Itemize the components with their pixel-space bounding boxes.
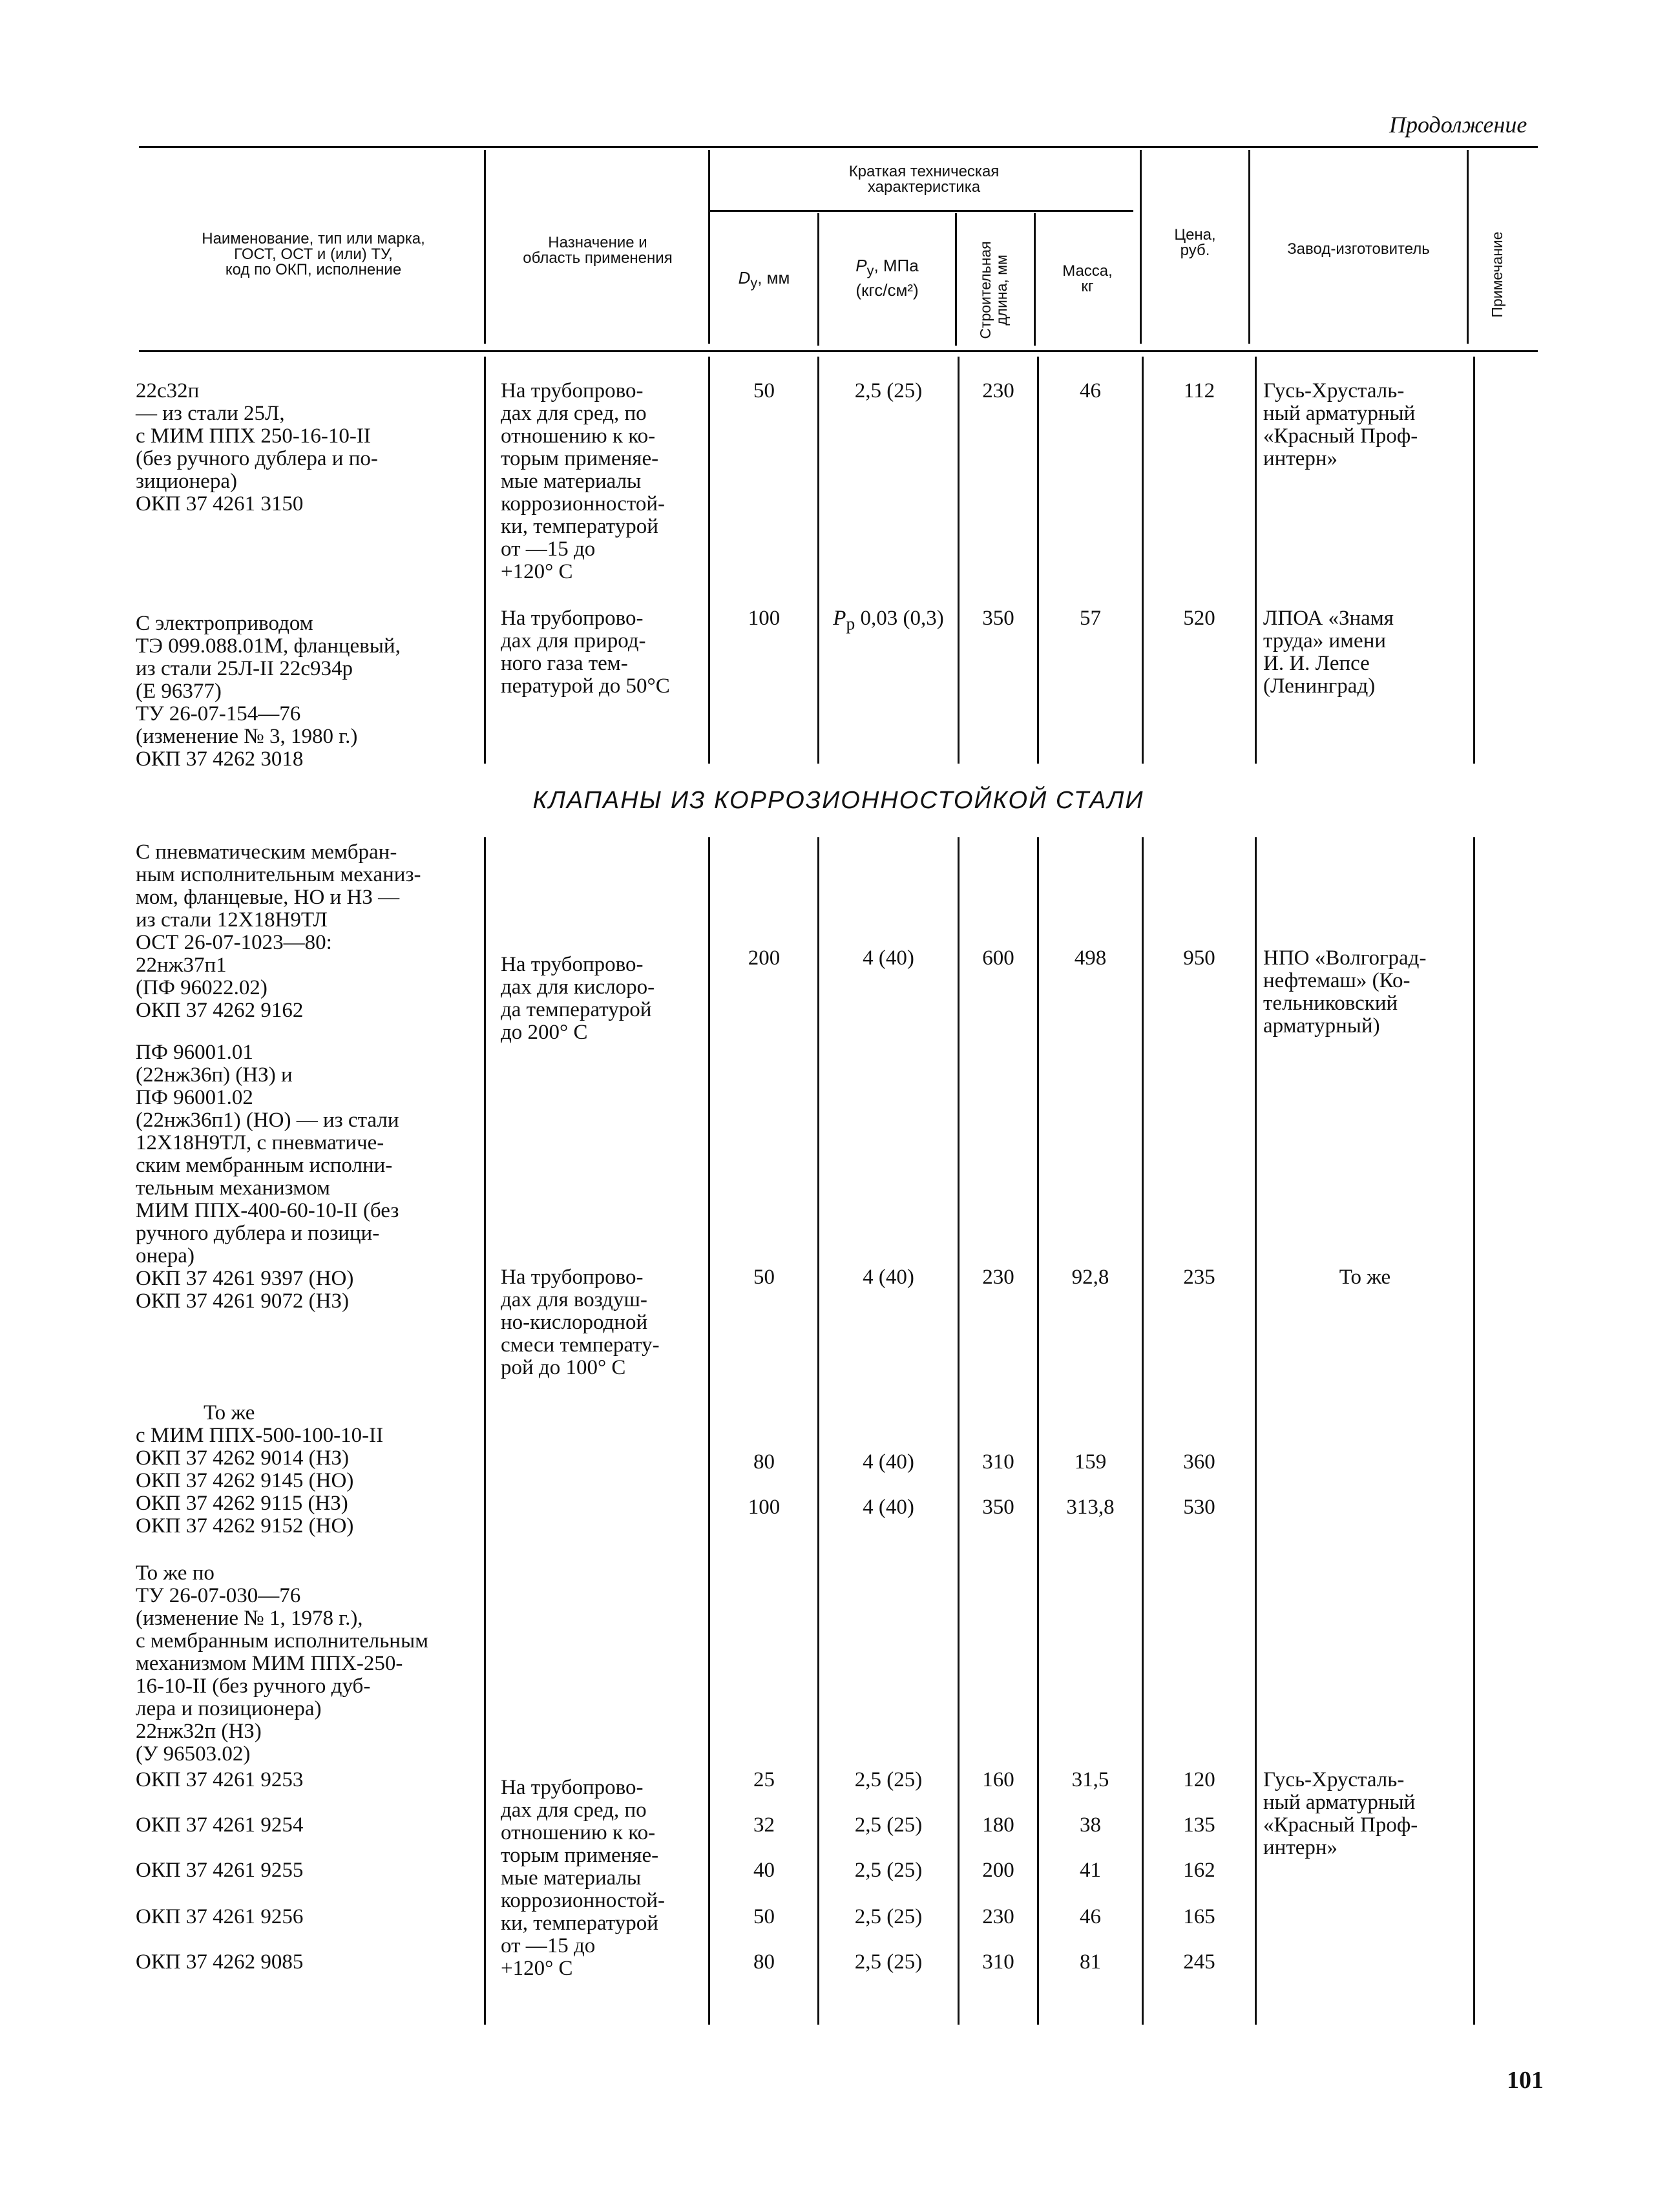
cell-dy: 25: [753, 1768, 775, 1791]
item-name: ПФ 96001.01 (22нж36п) (НЗ) и ПФ 96001.02 (22нж36п1) (НО) — из стали 12Х18Н9ТЛ, с пневматиче- ским мембранным исполни- тельным механизмом МИМ ППХ-400-60-10-II (без ручного дублера и позици- онера) ОКП 37 4261 9397 (НО) ОКП 37 4261 9072 (НЗ): [136, 1041, 399, 1313]
cell-py: 4 (40): [863, 946, 914, 970]
body-col-rule: [1473, 837, 1475, 2025]
item-okp: ОКП 37 4261 9255: [136, 1859, 304, 1882]
cell-mass: 31,5: [1071, 1768, 1109, 1791]
body-col-rule: [484, 357, 486, 764]
cell-dy: 100: [748, 1496, 781, 1519]
cell-mass: 313,8: [1066, 1496, 1115, 1519]
item-name: С электроприводом ТЭ 099.088.01М, фланцевый, из стали 25Л-II 22с934р (Е 96377) ТУ 26-07-154—76 (изменение № 3, 1980 г.) ОКП 37 4262 3018: [136, 612, 401, 771]
cell-length: 230: [982, 1905, 1014, 1928]
cell-dy: 100: [748, 607, 781, 630]
cell-length: 180: [982, 1813, 1014, 1837]
cell-dy: 40: [753, 1859, 775, 1882]
cell-price: 245: [1183, 1950, 1215, 1974]
cell-length: 230: [982, 1266, 1014, 1289]
item-name: с МИМ ППХ-500-100-10-II ОКП 37 4262 9014 (НЗ) ОКП 37 4262 9145 (НО) ОКП 37 4262 9115 (НЗ) ОКП 37 4262 9152 (НО): [136, 1424, 384, 1538]
item-maker: Гусь-Хрусталь- ный арматурный «Красный Проф- интерн»: [1263, 379, 1418, 470]
body-col-rule: [958, 837, 960, 2025]
body-col-rule: [958, 357, 960, 764]
cell-price: 520: [1183, 607, 1215, 630]
cell-py: 2,5 (25): [854, 379, 923, 402]
cell-mass: 81: [1080, 1950, 1101, 1974]
cell-price: 162: [1183, 1859, 1215, 1882]
header-col-divider: [955, 213, 957, 346]
body-col-rule: [1142, 837, 1144, 2025]
body-col-rule: [708, 837, 710, 2025]
cell-length: 350: [982, 607, 1014, 630]
cell-mass: 498: [1074, 946, 1107, 970]
section-heading: КЛАПАНЫ ИЗ КОРРОЗИОННОСТОЙКОЙ СТАЛИ: [532, 787, 1144, 814]
item-maker: То же: [1339, 1266, 1391, 1289]
header-top-rule: [139, 146, 1538, 148]
item-name: То же по ТУ 26-07-030—76 (изменение № 1, 1978 г.), с мембранным исполнительным механизмом МИМ ППХ-250- 16-10-II (без ручного дуб- лера и позиционера) 22нж32п (НЗ) (У 96503.02): [136, 1561, 428, 1766]
cell-dy: 50: [753, 1905, 775, 1928]
header-note: Примечание: [1489, 231, 1505, 318]
body-col-rule: [1142, 357, 1144, 764]
cell-py: 4 (40): [863, 1496, 914, 1519]
cell-price: 135: [1183, 1813, 1215, 1837]
cell-price: 950: [1183, 946, 1215, 970]
cell-mass: 41: [1080, 1859, 1101, 1882]
header-dy: $D_у$, мм: [738, 268, 790, 291]
cell-py: $P_р$ 0,03 (0,3): [833, 607, 944, 634]
header-py: $P_у$, МПа (кгс/см²): [855, 256, 919, 300]
cell-dy: 50: [753, 379, 775, 402]
item-name-title: То же: [204, 1401, 255, 1424]
cell-price: 120: [1183, 1768, 1215, 1791]
item-purpose: На трубопрово- дах для сред, по отношению к ко- торым применяе- мые материалы коррозионностой- ки, температурой от —15 до +120° С: [501, 1776, 665, 1980]
cell-mass: 46: [1080, 1905, 1101, 1928]
item-maker: Гусь-Хрусталь- ный арматурный «Красный Проф- интерн»: [1263, 1768, 1418, 1859]
cell-price: 530: [1183, 1496, 1215, 1519]
item-purpose: На трубопрово- дах для сред, по отношению к ко- торым применяе- мые материалы коррозионностой- ки, температурой от —15 до +120° С: [501, 379, 665, 583]
cell-mass: 38: [1080, 1813, 1101, 1837]
header-length: Строительная длина, мм: [977, 241, 1010, 339]
header-name: Наименование, тип или марка, ГОСТ, ОСТ и (или) ТУ, код по ОКП, исполнение: [202, 230, 425, 278]
cell-dy: 32: [753, 1813, 775, 1837]
cell-mass: 159: [1074, 1450, 1107, 1474]
cell-length: 600: [982, 946, 1014, 970]
cell-length: 310: [982, 1450, 1014, 1474]
header-col-divider: [708, 150, 710, 344]
header-mass: Масса, кг: [1062, 262, 1113, 295]
item-okp: ОКП 37 4261 9254: [136, 1813, 304, 1837]
item-okp: ОКП 37 4261 9256: [136, 1905, 304, 1928]
item-name: С пневматическим мембран- ным исполнительным механиз- мом, фланцевые, НО и НЗ — из стали 12Х18Н9ТЛ ОСТ 26-07-1023—80: 22нж37п1 (ПФ 96022.02) ОКП 37 4262 9162: [136, 840, 421, 1022]
cell-dy: 80: [753, 1950, 775, 1974]
header-bottom-rule: [139, 350, 1538, 352]
cell-py: 2,5 (25): [854, 1813, 923, 1837]
cell-dy: 50: [753, 1266, 775, 1289]
cell-length: 230: [982, 379, 1014, 402]
cell-length: 310: [982, 1950, 1014, 1974]
page-number: 101: [1507, 2067, 1544, 2094]
body-col-rule: [817, 357, 819, 764]
item-purpose: На трубопрово- дах для кислоро- да температурой до 200° С: [501, 953, 655, 1044]
cell-length: 350: [982, 1496, 1014, 1519]
cell-price: 360: [1183, 1450, 1215, 1474]
cell-py: 2,5 (25): [854, 1950, 923, 1974]
body-col-rule: [1037, 357, 1039, 764]
body-col-rule: [708, 357, 710, 764]
header-maker: Завод-изготовитель: [1287, 240, 1430, 258]
cell-dy: 200: [748, 946, 781, 970]
cell-price: 235: [1183, 1266, 1215, 1289]
continuation-label: Продолжение: [1389, 112, 1527, 138]
body-col-rule: [1255, 357, 1257, 764]
item-purpose: На трубопрово- дах для воздуш- но-кислородной смеси температу- рой до 100° С: [501, 1266, 660, 1379]
cell-py: 4 (40): [863, 1266, 914, 1289]
cell-py: 2,5 (25): [854, 1905, 923, 1928]
body-col-rule: [817, 837, 819, 2025]
body-col-rule: [1255, 837, 1257, 2025]
body-col-rule: [1473, 357, 1475, 764]
header-price: Цена, руб.: [1174, 226, 1216, 259]
cell-mass: 57: [1080, 607, 1101, 630]
cell-price: 165: [1183, 1905, 1215, 1928]
cell-length: 200: [982, 1859, 1014, 1882]
body-col-rule: [484, 837, 486, 2025]
cell-price: 112: [1183, 379, 1215, 402]
header-purpose: Назначение и область применения: [523, 234, 673, 267]
cell-length: 160: [982, 1768, 1014, 1791]
header-tech: Краткая техническая характеристика: [848, 163, 1000, 196]
header-col-divider: [1467, 150, 1469, 344]
body-col-rule: [1037, 837, 1039, 2025]
item-maker: ЛПОА «Знамя труда» имени И. И. Лепсе (Ленинград): [1263, 607, 1394, 698]
cell-mass: 92,8: [1071, 1266, 1109, 1289]
cell-dy: 80: [753, 1450, 775, 1474]
item-purpose: На трубопрово- дах для природ- ного газа тем- пературой до 50°С: [501, 607, 670, 698]
header-tech-rule: [709, 210, 1133, 212]
item-okp: ОКП 37 4262 9085: [136, 1950, 304, 1974]
item-name: 22с32п — из стали 25Л, с МИМ ППХ 250-16-10-II (без ручного дублера и по- зиционера) ОКП 37 4261 3150: [136, 379, 378, 516]
item-okp: ОКП 37 4261 9253: [136, 1768, 304, 1791]
cell-mass: 46: [1080, 379, 1101, 402]
cell-py: 2,5 (25): [854, 1768, 923, 1791]
header-col-divider: [484, 150, 486, 344]
cell-py: 4 (40): [863, 1450, 914, 1474]
cell-py: 2,5 (25): [854, 1859, 923, 1882]
item-maker: НПО «Волгоград- нефтемаш» (Ко- тельниковский арматурный): [1263, 946, 1427, 1038]
